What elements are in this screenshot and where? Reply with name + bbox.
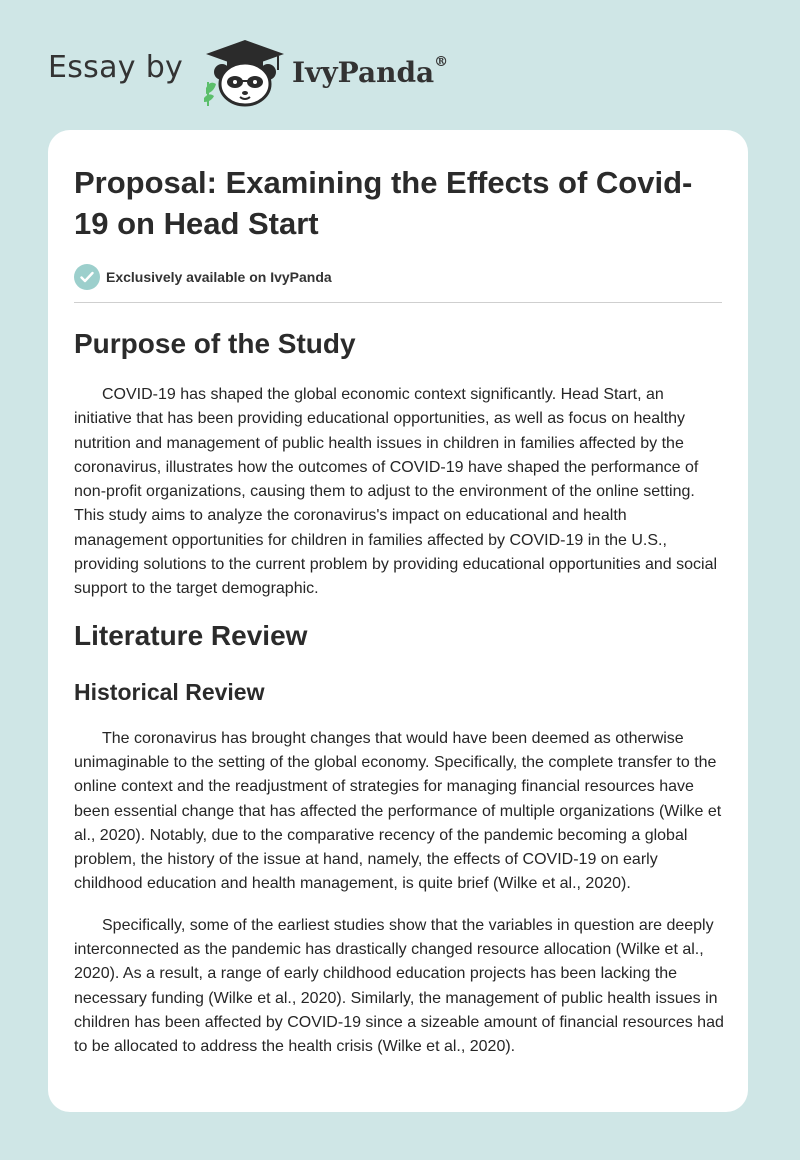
- badge-text: Exclusively available on IvyPanda: [106, 269, 332, 285]
- site-header: [0, 0, 800, 130]
- brand-name[interactable]: [292, 56, 448, 89]
- paragraph-historical-1: The coronavirus has brought changes that would have been deemed as otherwise unimaginable to the setting of the global economy. Specifically, the complete transfer to the online context and the readjustment of strategies for managing financial resources have been essential change that has affected the performance of multiple organizations (Wilke et al., 2020). Notably, due to the comparative recency of the pandemic becoming a global problem, the history of the issue at hand, namely, the effects of COVID-19 on early childhood education and health management, is quite brief (Wilke et al., 2020).: [74, 729, 722, 893]
- registered-mark: ®: [434, 54, 449, 70]
- article-title: Proposal: Examining the Effects of Covid-19 on Head Start: [74, 165, 693, 241]
- article-body: [74, 326, 724, 1060]
- heading-purpose: Purpose of the Study: [74, 328, 356, 359]
- check-circle-icon: [74, 264, 100, 290]
- heading-literature-review: Literature Review: [74, 619, 308, 651]
- panda-graduate-logo-icon[interactable]: [200, 38, 290, 108]
- heading-historical-review: Historical Review: [74, 678, 265, 705]
- exclusive-badge: [74, 264, 332, 290]
- essay-by-label: Essay by: [48, 50, 184, 85]
- article-card: [48, 130, 748, 1112]
- paragraph-historical-2: Specifically, some of the earliest studies show that the variables in question are deeply interconnected as the pandemic has drastically changed resource allocation (Wilke et al., 2020). As a result, a range of early childhood education projects has been lacking the necessary funding (Wilke et al., 2020). Similarly, the management of public health issues in children has been affected by COVID-19 since a sizeable amount of financial resources had to be allocated to address the health crisis (Wilke et al., 2020).: [74, 916, 724, 1056]
- title-divider: [74, 302, 722, 303]
- brand-name-text: IvyPanda: [292, 56, 435, 89]
- paragraph-purpose: COVID-19 has shaped the global economic context significantly. Head Start, an initiative that has been providing educational opportunities, as well as focus on healthy nutrition and management of public health issues in children in families affected by the coronavirus, illustrates how the outcomes of COVID-19 have shaped the performance of non-profit organizations, causing them to adjust to the environment of the online setting. This study aims to analyze the coronavirus's impact on educational and health management opportunities for children in families affected by COVID-19 in the U.S., providing solutions to the current problem by providing educational opportunities and social support to the target demographic.: [74, 386, 718, 598]
